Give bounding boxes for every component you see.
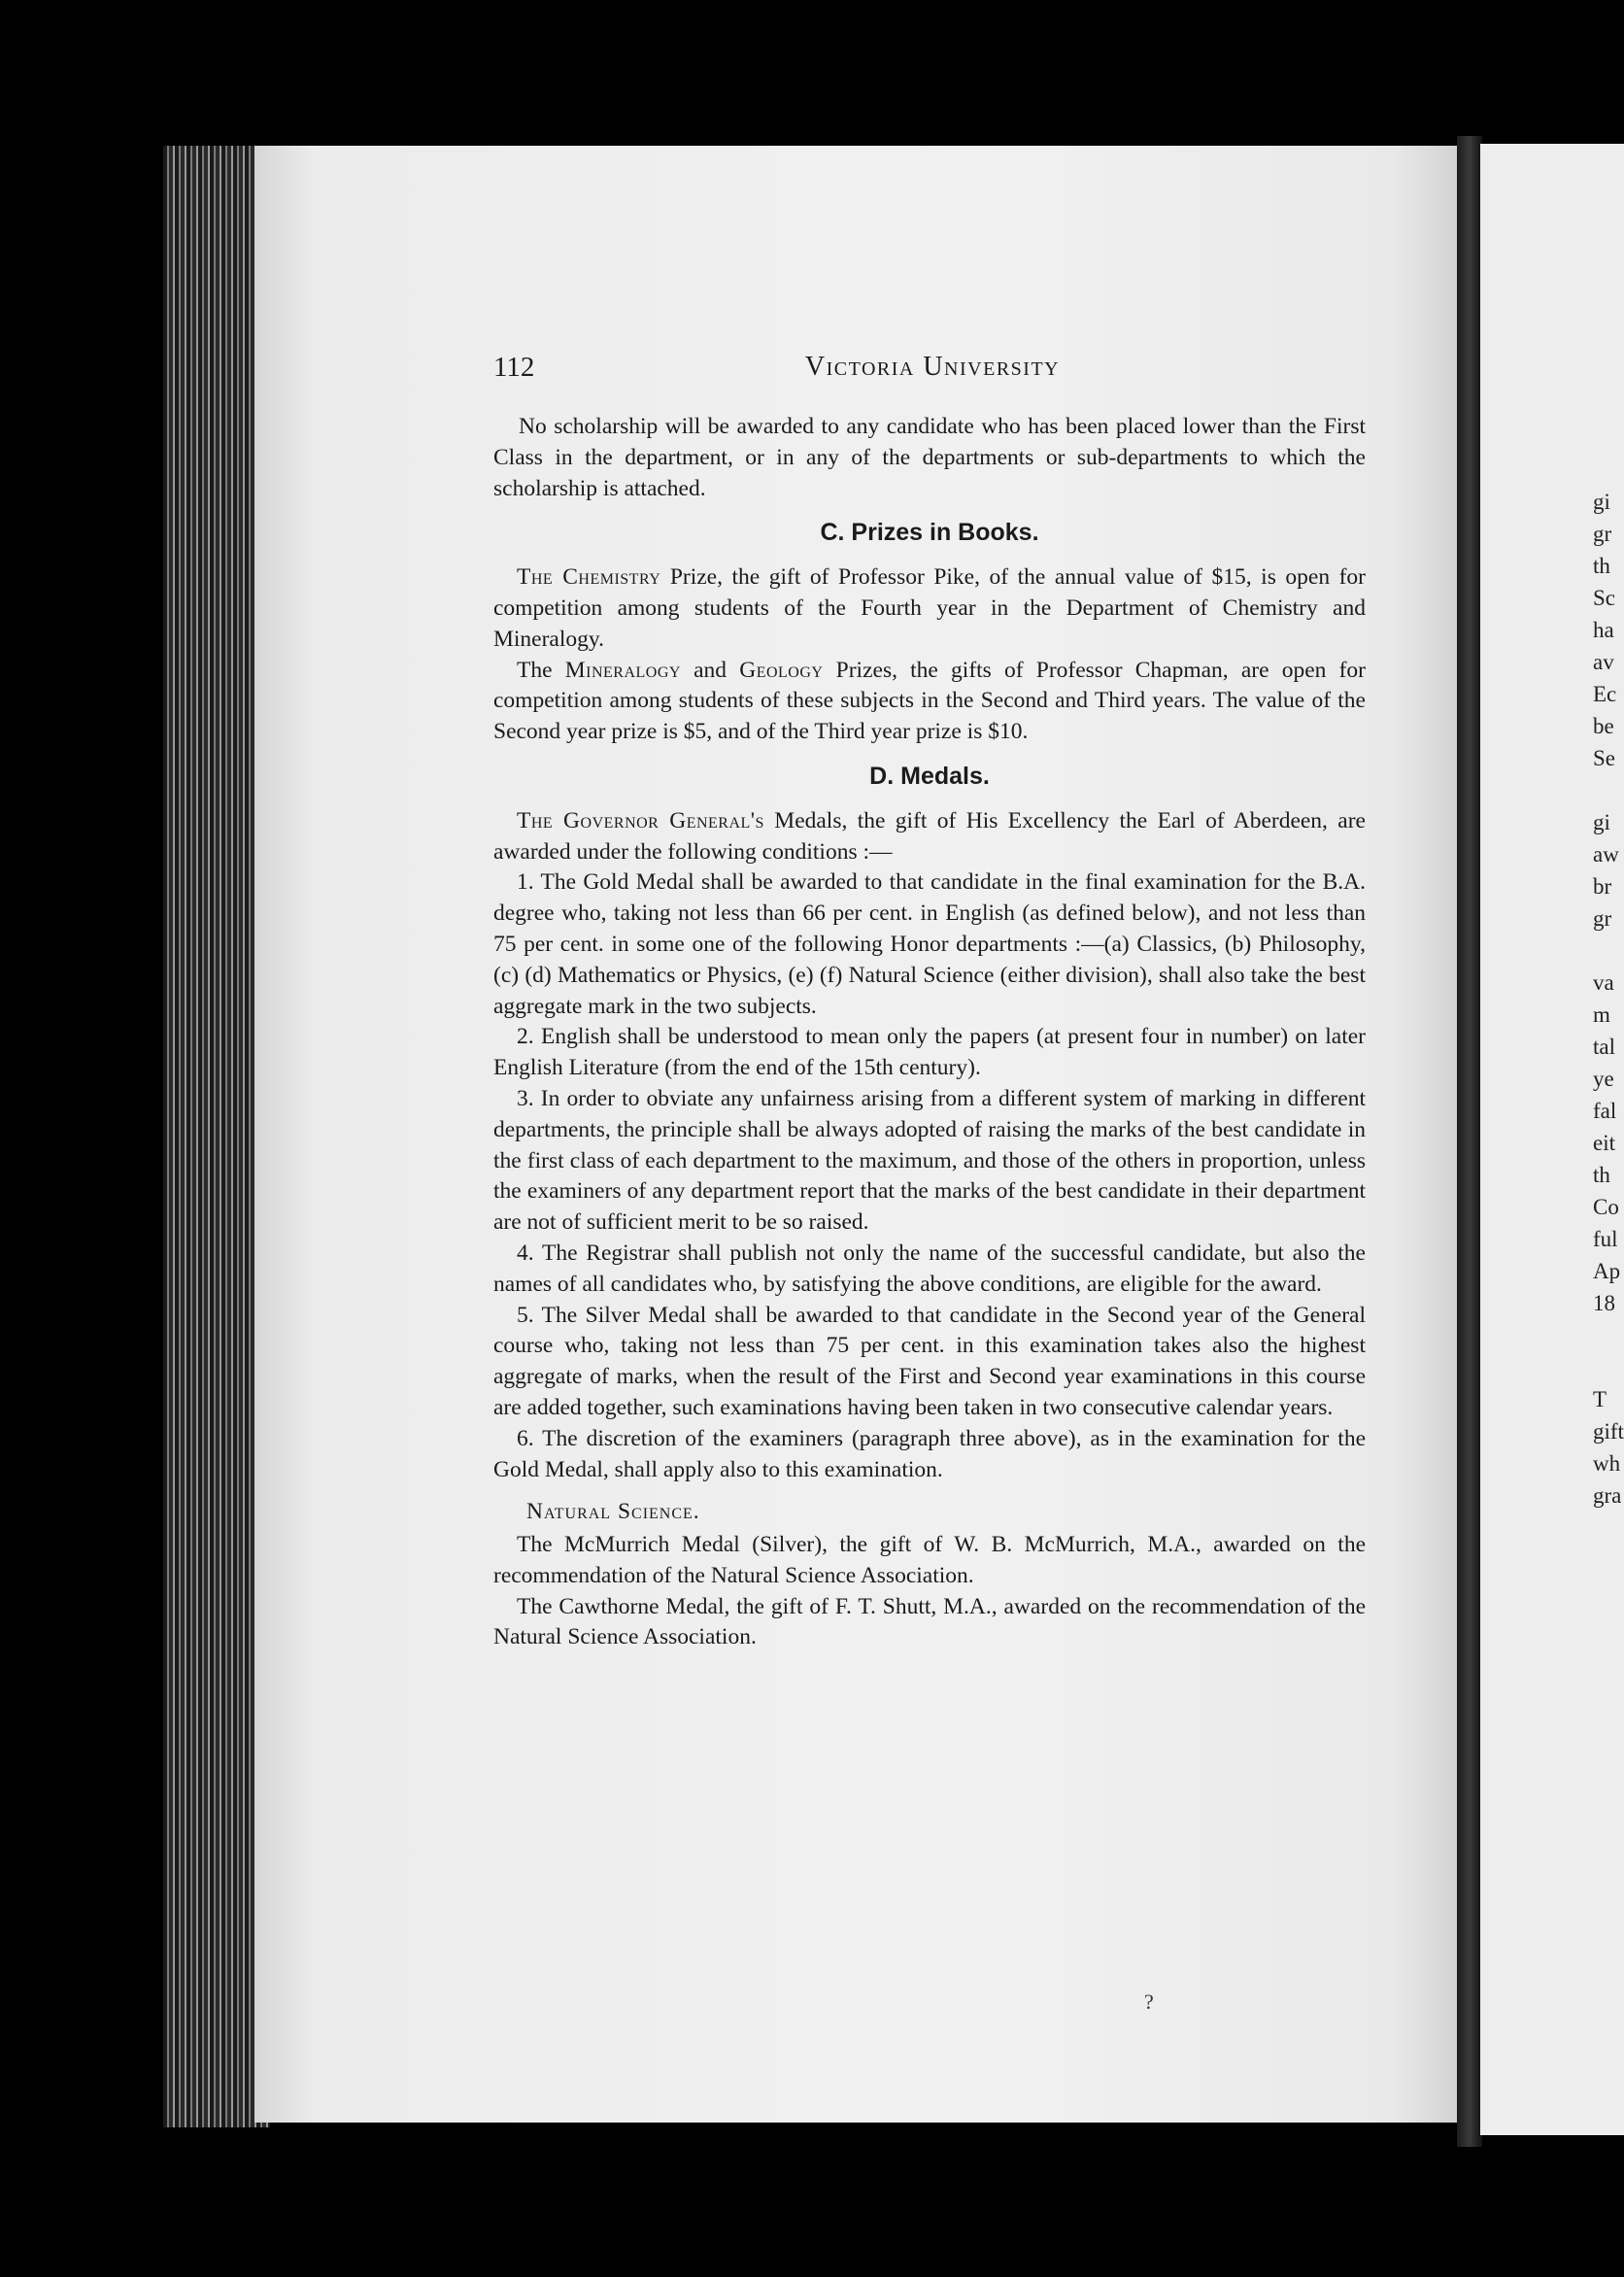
section-heading-prizes: C. Prizes in Books. [820, 519, 1039, 547]
facing-page-fragment: ha [1593, 618, 1614, 642]
facing-page-fragment: Se [1593, 746, 1615, 770]
facing-page-fragment: ye [1593, 1067, 1614, 1091]
stray-ink-mark: ? [1144, 1989, 1154, 2014]
condition-item: 5. The Silver Medal shall be awarded to that candidate in the Second year of the General course who, taking not less than 75 per cent. in this examination takes also the highest aggregate of marks, when the result of the First and Second year examinations in this course are added together, such examinations having been taken in two consecutive calendar years. [493, 1302, 1366, 1420]
running-title: Victoria University [804, 352, 1061, 382]
facing-page-fragment: Ec [1593, 682, 1617, 706]
condition-item: 4. The Registrar shall publish not only the name of the successful candidate, but also the names of all candidates who, by satisfying the above conditions, are eligible for the award. [493, 1240, 1366, 1297]
facing-page-fragment: gr [1593, 906, 1612, 931]
page-header [493, 352, 1371, 391]
natural-science-heading: Natural Science. [526, 1499, 700, 1525]
facing-page-fragment: gi [1593, 810, 1610, 834]
facing-page-fragment: aw [1593, 842, 1619, 867]
mineralogy-and: and [680, 657, 740, 683]
chemistry-prize-paragraph [493, 562, 1366, 655]
page-body [493, 412, 1366, 1653]
mcmurrich-medal-paragraph: The McMurrich Medal (Silver), the gift of W. B. McMurrich, M.A., awarded on the recommendation of the Natural Science Association. [493, 1532, 1366, 1588]
facing-page-fragment: be [1593, 714, 1614, 738]
facing-page-fragment: tal [1593, 1035, 1615, 1059]
facing-page-fragment [1593, 1351, 1624, 1383]
facing-page-fragment: Ap [1593, 1259, 1621, 1283]
facing-page-text [1593, 486, 1624, 1512]
facing-page-fragment: m [1593, 1003, 1610, 1027]
facing-page-fragment: gr [1593, 522, 1612, 546]
facing-page-fragment: Co [1593, 1195, 1619, 1219]
facing-page-fragment: th [1593, 1163, 1610, 1187]
facing-page-fragment: th [1593, 554, 1610, 578]
facing-page-fragment [1593, 1319, 1624, 1351]
chemistry-prize-lead: The Chemistry [517, 564, 661, 591]
page-number: 112 [493, 352, 535, 383]
facing-page-fragment: br [1593, 874, 1612, 899]
condition-item: 2. English shall be understood to mean only the papers (at present four in number) on later English Literature (from the end of the 15th century). [493, 1024, 1366, 1081]
mineralogy-prize-lead: The [517, 657, 565, 683]
facing-page-fragment: ful [1593, 1227, 1618, 1251]
facing-page-fragment: eit [1593, 1131, 1615, 1155]
condition-item: 6. The discretion of the examiners (paragraph three above), as in the examination for the Gold Medal, shall apply also to this examination. [493, 1425, 1366, 1482]
medals-intro-text: Medals, the gift of His Excellency the Earl of Aberdeen, are awarded under the following conditions :— [493, 807, 1366, 865]
condition-item: 3. In order to obviate any unfairness arising from a different system of marking in different departments, the principle shall be always adopted of raising the marks of the best candidate in the first class of each department to the maximum, and those of the others in proportion, unless the examiners of any department report that the marks of the best candidate in their department are not of sufficient merit to be so raised. [493, 1085, 1366, 1236]
condition-item: 1. The Gold Medal shall be awarded to that candidate in the final examination for the B.A. degree who, taking not less than 66 per cent. in English (as defined below), and not less than 75 per cent. in some one of the following Honor departments :—(a) Classics, (b) Philosophy, (c) (d) Mathematics or Physics, (e) (f) Natural Science (either division), shall also take the best aggregate mark in the two subjects. [493, 869, 1366, 1019]
mineralogy-prize-text: Prizes, the gifts of Professor Chapman, are open for competition among students of these subjects in the Second and Third years. The value of the Second year prize is $5, and of the Third year prize is $10. [493, 657, 1366, 745]
facing-page-fragment: wh [1593, 1451, 1621, 1476]
section-heading-medals: D. Medals. [869, 762, 990, 790]
mineralogy-prize-paragraph [493, 656, 1366, 748]
medals-intro-paragraph [493, 806, 1366, 868]
facing-page-fragment: T [1593, 1387, 1607, 1411]
facing-page-fragment: Sc [1593, 586, 1615, 610]
facing-page-fragment: gi [1593, 490, 1610, 514]
intro-paragraph: No scholarship will be awarded to any candidate who has been placed lower than the First Class in the department, or in any of the departments or sub-departments to which the scholarship is attached. [493, 414, 1366, 501]
cawthorne-medal-paragraph: The Cawthorne Medal, the gift of F. T. Shutt, M.A., awarded on the recommendation of the Natural Science Association. [493, 1593, 1366, 1650]
facing-page-fragment: gra [1593, 1483, 1622, 1508]
facing-page-fragment [1593, 935, 1624, 967]
facing-page-fragment [1593, 774, 1624, 806]
facing-page-fragment: av [1593, 650, 1614, 674]
medals-intro-lead: The Governor General's [517, 807, 764, 833]
book-gutter [1457, 136, 1482, 2147]
geology-label: Geology [739, 657, 824, 683]
facing-page-fragment: va [1593, 970, 1614, 995]
facing-page-fragment: 18 [1593, 1291, 1615, 1315]
chemistry-prize-text: Prize, the gift of Professor Pike, of the annual value of $15, is open for competition among students of the Fourth year in the Department of Chemistry and Mineralogy. [493, 564, 1366, 652]
facing-page-fragment: fal [1593, 1099, 1617, 1123]
facing-page-fragment: gift [1593, 1419, 1624, 1444]
mineralogy-label: Mineralogy [564, 657, 681, 683]
